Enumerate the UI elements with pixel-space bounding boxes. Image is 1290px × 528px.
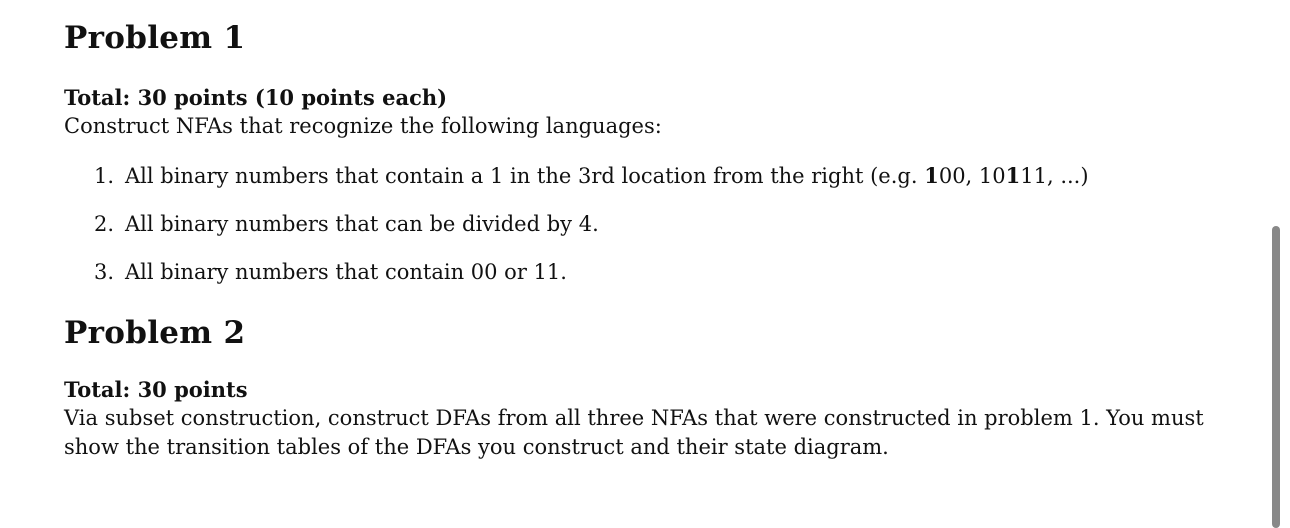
list-item-number: 2. <box>94 212 115 236</box>
list-item-number: 1. <box>94 164 115 188</box>
list-item <box>64 162 1244 190</box>
vertical-scrollbar[interactable] <box>1272 226 1280 528</box>
problem-2-title: Problem 2 <box>64 315 246 351</box>
problem-1-title: Problem 1 <box>64 20 246 56</box>
document-content <box>64 0 1244 462</box>
problem-1-list <box>64 162 1244 286</box>
list-item <box>64 210 1244 238</box>
list-item-text: All binary numbers that can be divided by 4. <box>125 212 599 236</box>
example-text: 00, 10 <box>938 164 1006 188</box>
problem-1-intro: Construct NFAs that recognize the following languages: <box>64 114 662 138</box>
list-item <box>64 258 1244 286</box>
example-bold-digit: 1 <box>1005 163 1021 188</box>
problem-2-points: Total: 30 points <box>64 377 248 402</box>
list-item-number: 3. <box>94 260 115 284</box>
problem-2-description-line-1: Via subset construction, construct DFAs from all three NFAs that were constructed in problem 1. You must <box>64 406 1204 430</box>
example-bold-digit: 1 <box>924 163 939 188</box>
list-item-text: All binary numbers that contain 00 or 11. <box>125 260 567 284</box>
problem-2-description-line-2: show the transition tables of the DFAs you construct and their state diagram. <box>64 435 889 459</box>
list-item-text: All binary numbers that contain a 1 in the 3rd location from the right (e.g. <box>125 164 925 188</box>
example-text: 11, ...) <box>1020 164 1089 188</box>
problem-1-points: Total: 30 points (10 points each) <box>64 85 448 110</box>
